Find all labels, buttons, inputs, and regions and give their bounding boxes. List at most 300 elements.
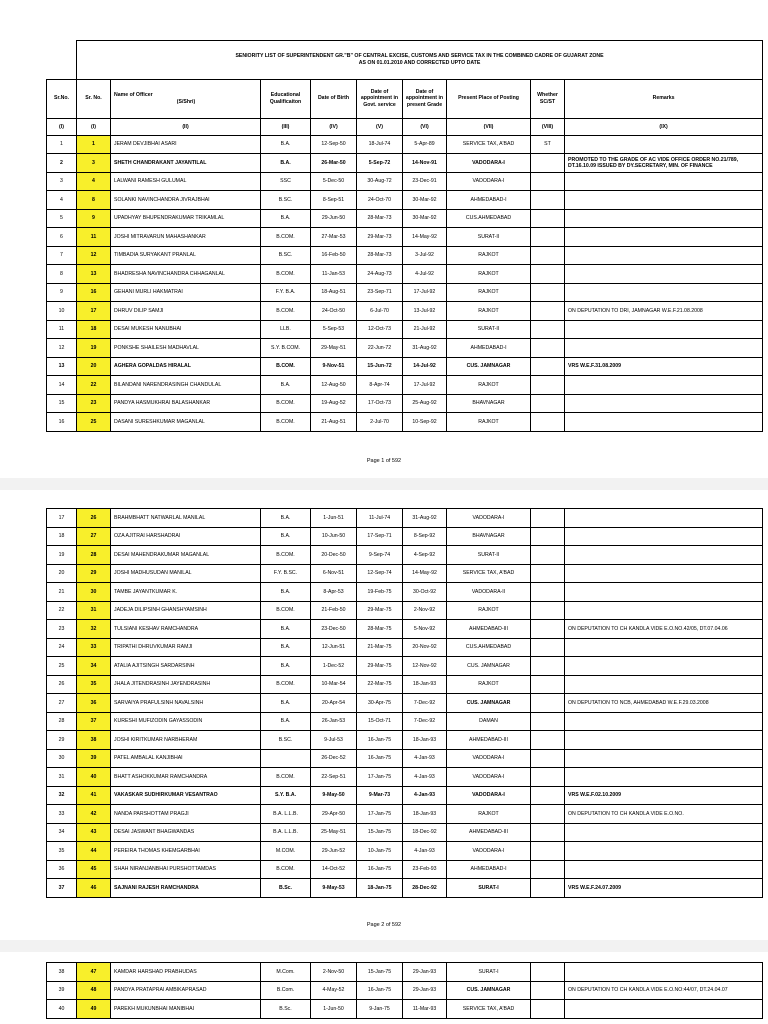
- date-appointment-govt: 10-Jan-75: [357, 842, 403, 861]
- posting: RAJKOT: [447, 805, 531, 824]
- date-of-birth: 26-Jan-53: [311, 712, 357, 731]
- date-appointment-grade: 28-Dec-92: [403, 879, 447, 898]
- date-appointment-grade: 21-Jul-92: [403, 320, 447, 339]
- date-appointment-grade: 5-Apr-89: [403, 135, 447, 154]
- date-appointment-grade: 4-Jan-93: [403, 842, 447, 861]
- date-of-birth: 29-Apr-50: [311, 805, 357, 824]
- sc-st: [531, 842, 565, 861]
- date-appointment-govt: 11-Jul-74: [357, 509, 403, 528]
- row-srno: 27: [47, 694, 77, 713]
- date-appointment-govt: 23-Sep-71: [357, 283, 403, 302]
- qualification: B.A. L.L.B.: [261, 805, 311, 824]
- table-row: [47, 564, 763, 583]
- remarks: [565, 638, 763, 657]
- officer-name: JHALA JITENDRASINH JAYENDRASINH: [111, 675, 261, 694]
- date-appointment-grade: 18-Dec-92: [403, 823, 447, 842]
- date-appointment-govt: 24-Aug-73: [357, 265, 403, 284]
- row-srno: 5: [47, 209, 77, 228]
- date-of-birth: 9-Jul-53: [311, 731, 357, 750]
- date-appointment-grade: 14-Jul-92: [403, 357, 447, 376]
- table-row: [47, 546, 763, 565]
- remarks: ON DEPUTATION TO CH KANDLA VIDE E.O.NO.: [565, 805, 763, 824]
- posting: CUS. JAMNAGAR: [447, 981, 531, 1000]
- remarks: [565, 209, 763, 228]
- date-appointment-grade: 31-Aug-92: [403, 339, 447, 358]
- qualification: B.A.: [261, 209, 311, 228]
- posting: VADODARA-I: [447, 842, 531, 861]
- sc-st: [531, 564, 565, 583]
- remarks: [565, 823, 763, 842]
- table-row: [47, 209, 763, 228]
- header-srno: Sr.No.: [47, 79, 77, 118]
- posting: AHMEDABAD-I: [447, 860, 531, 879]
- sc-st: [531, 394, 565, 413]
- posting: CUS.AHMEDABAD: [447, 209, 531, 228]
- row-srno: 17: [47, 509, 77, 528]
- date-appointment-govt: 21-Mar-75: [357, 638, 403, 657]
- date-appointment-grade: 14-May-92: [403, 228, 447, 247]
- date-of-birth: 22-Sep-51: [311, 768, 357, 787]
- row-srno: 10: [47, 302, 77, 321]
- sc-st: [531, 879, 565, 898]
- seniority-table-page-3: [46, 962, 763, 1019]
- date-of-birth: 1-Jun-51: [311, 509, 357, 528]
- sc-st: [531, 860, 565, 879]
- qualification: B.A.: [261, 527, 311, 546]
- date-appointment-grade: 4-Jul-92: [403, 265, 447, 284]
- date-appointment-grade: 17-Jul-92: [403, 376, 447, 395]
- remarks: [565, 246, 763, 265]
- posting: VADODARA-II: [447, 583, 531, 602]
- posting: SERVICE TAX, A'BAD: [447, 564, 531, 583]
- sc-st: [531, 749, 565, 768]
- table-row: [47, 583, 763, 602]
- row-sr-no: 34: [77, 657, 111, 676]
- officer-name: JOSHI MITRAVARUN MAHASHANKAR: [111, 228, 261, 247]
- qualification: B.COM.: [261, 860, 311, 879]
- date-appointment-govt: 28-Mar-73: [357, 209, 403, 228]
- row-sr-no: 37: [77, 712, 111, 731]
- header-qualification: Educational Qualificaiton: [261, 79, 311, 118]
- officer-name: DASANI SURESHKUMAR MAGANLAL: [111, 413, 261, 432]
- row-srno: 33: [47, 805, 77, 824]
- row-sr-no: 44: [77, 842, 111, 861]
- seniority-table-page-1: [46, 40, 763, 432]
- date-of-birth: 5-Sep-53: [311, 320, 357, 339]
- officer-name: PATEL AMBALAL KANJIBHAI: [111, 749, 261, 768]
- qualification: M.Com.: [261, 963, 311, 982]
- posting: AHMEDABAD-III: [447, 620, 531, 639]
- table-row: [47, 805, 763, 824]
- qualification: B.COM.: [261, 413, 311, 432]
- posting: RAJKOT: [447, 413, 531, 432]
- qualification: S.Y. B.A.: [261, 786, 311, 805]
- posting: AHMEDABAD-I: [447, 339, 531, 358]
- row-sr-no: 32: [77, 620, 111, 639]
- officer-name: PANDYA HASMUKHRAI BALASHANKAR: [111, 394, 261, 413]
- table-row: [47, 320, 763, 339]
- remarks: [565, 768, 763, 787]
- date-appointment-govt: 18-Jul-74: [357, 135, 403, 154]
- header-dob: Date of Birth: [311, 79, 357, 118]
- date-appointment-grade: 7-Dec-92: [403, 712, 447, 731]
- date-of-birth: 29-Jun-52: [311, 842, 357, 861]
- date-appointment-govt: 16-Jan-75: [357, 749, 403, 768]
- table-row: [47, 768, 763, 787]
- date-appointment-grade: 18-Jan-93: [403, 805, 447, 824]
- header-scst: Whether SC/ST: [531, 79, 565, 118]
- remarks: [565, 228, 763, 247]
- officer-name: KURESHI MUFIZODIN GAYASSODIN: [111, 712, 261, 731]
- row-sr-no: 43: [77, 823, 111, 842]
- row-sr-no: 46: [77, 879, 111, 898]
- qualification: B.A.: [261, 638, 311, 657]
- officer-name: LALWANI RAMESH GULUMAL: [111, 172, 261, 191]
- date-appointment-govt: 2-Jul-70: [357, 413, 403, 432]
- sc-st: [531, 638, 565, 657]
- qualification: B.A.: [261, 154, 311, 173]
- date-appointment-govt: 6-Jul-70: [357, 302, 403, 321]
- row-sr-no: 33: [77, 638, 111, 657]
- sc-st: [531, 357, 565, 376]
- table-row: [47, 527, 763, 546]
- posting: CUS. JAMNAGAR: [447, 357, 531, 376]
- sc-st: [531, 823, 565, 842]
- posting: SURAT-II: [447, 228, 531, 247]
- sc-st: [531, 246, 565, 265]
- table-row: [47, 265, 763, 284]
- posting: SURAT-II: [447, 320, 531, 339]
- posting: RAJKOT: [447, 302, 531, 321]
- date-appointment-govt: 15-Jan-75: [357, 963, 403, 982]
- table-row: [47, 394, 763, 413]
- qualification: B.A. L.L.B.: [261, 823, 311, 842]
- col-num: (VI): [403, 118, 447, 135]
- posting: AHMEDABAD-III: [447, 823, 531, 842]
- row-sr-no: 11: [77, 228, 111, 247]
- table-row: [47, 357, 763, 376]
- remarks: [565, 583, 763, 602]
- table-row: [47, 749, 763, 768]
- qualification: B.A.: [261, 620, 311, 639]
- document-title: [77, 41, 763, 80]
- remarks: [565, 546, 763, 565]
- remarks: [565, 283, 763, 302]
- qualification: B.SC.: [261, 731, 311, 750]
- qualification: B.A.: [261, 583, 311, 602]
- officer-name: UPADHYAY BHUPENDRAKUMAR TRIKAMLAL: [111, 209, 261, 228]
- table-row: [47, 694, 763, 713]
- qualification: F.Y. B.SC.: [261, 564, 311, 583]
- row-sr-no: 40: [77, 768, 111, 787]
- posting: VADODARA-I: [447, 509, 531, 528]
- date-appointment-grade: 4-Jan-93: [403, 786, 447, 805]
- remarks: [565, 413, 763, 432]
- table-row: [47, 413, 763, 432]
- sc-st: [531, 601, 565, 620]
- row-srno: 36: [47, 860, 77, 879]
- posting: DAMAN: [447, 712, 531, 731]
- sc-st: [531, 712, 565, 731]
- posting: VADODARA-I: [447, 786, 531, 805]
- posting: SURAT-I: [447, 879, 531, 898]
- table-row: [47, 712, 763, 731]
- page-footer: Page 2 of 592: [366, 922, 402, 928]
- date-appointment-govt: 29-Mar-75: [357, 657, 403, 676]
- date-appointment-govt: 29-Mar-75: [357, 601, 403, 620]
- remarks: [565, 842, 763, 861]
- row-srno: 19: [47, 546, 77, 565]
- table-row: [47, 981, 763, 1000]
- sc-st: [531, 302, 565, 321]
- table-row: [47, 620, 763, 639]
- row-sr-no: 28: [77, 546, 111, 565]
- row-sr-no: 20: [77, 357, 111, 376]
- remarks: [565, 265, 763, 284]
- date-of-birth: 8-Apr-53: [311, 583, 357, 602]
- date-of-birth: 11-Jan-53: [311, 265, 357, 284]
- qualification: B.Sc.: [261, 1000, 311, 1019]
- row-sr-no: 25: [77, 413, 111, 432]
- date-of-birth: 24-Oct-50: [311, 302, 357, 321]
- sc-st: [531, 620, 565, 639]
- col-num: (IX): [565, 118, 763, 135]
- row-sr-no: 47: [77, 963, 111, 982]
- date-appointment-grade: 4-Jan-93: [403, 768, 447, 787]
- date-appointment-grade: 14-Nov-91: [403, 154, 447, 173]
- posting: CUS. JAMNAGAR: [447, 657, 531, 676]
- row-srno: 14: [47, 376, 77, 395]
- row-sr-no: 8: [77, 191, 111, 210]
- row-srno: 23: [47, 620, 77, 639]
- qualification: B.COM.: [261, 357, 311, 376]
- date-appointment-govt: 29-Mar-73: [357, 228, 403, 247]
- date-of-birth: 12-Aug-50: [311, 376, 357, 395]
- date-of-birth: 20-Apr-54: [311, 694, 357, 713]
- date-appointment-grade: 25-Aug-92: [403, 394, 447, 413]
- date-appointment-grade: 14-May-92: [403, 564, 447, 583]
- date-appointment-grade: 7-Dec-92: [403, 694, 447, 713]
- remarks: [565, 1000, 763, 1019]
- date-of-birth: 1-Dec-52: [311, 657, 357, 676]
- remarks: [565, 731, 763, 750]
- row-srno: 4: [47, 191, 77, 210]
- column-numbers-row: [47, 118, 763, 135]
- remarks: [565, 172, 763, 191]
- posting: RAJKOT: [447, 283, 531, 302]
- posting: RAJKOT: [447, 265, 531, 284]
- qualification: LLB.: [261, 320, 311, 339]
- header-name-label: Name of Officer: [114, 92, 153, 98]
- date-of-birth: 5-Dec-50: [311, 172, 357, 191]
- sc-st: [531, 583, 565, 602]
- table-row: [47, 135, 763, 154]
- row-sr-no: 39: [77, 749, 111, 768]
- officer-name: TAMBE JAYANTKUMAR K.: [111, 583, 261, 602]
- row-sr-no: 31: [77, 601, 111, 620]
- qualification: B.COM.: [261, 228, 311, 247]
- qualification: B.COM.: [261, 302, 311, 321]
- officer-name: PANDYA PRATAPRAI AMBIKAPRASAD: [111, 981, 261, 1000]
- qualification: B.SC.: [261, 191, 311, 210]
- remarks: [565, 135, 763, 154]
- date-appointment-govt: 17-Jan-75: [357, 805, 403, 824]
- date-of-birth: 21-Aug-51: [311, 413, 357, 432]
- row-srno: 40: [47, 1000, 77, 1019]
- sc-st: [531, 376, 565, 395]
- date-of-birth: 9-May-53: [311, 879, 357, 898]
- date-appointment-govt: 16-Jan-75: [357, 860, 403, 879]
- date-of-birth: 20-Dec-50: [311, 546, 357, 565]
- header-name-sub: (S/Shri): [176, 98, 196, 105]
- date-appointment-grade: 29-Jan-93: [403, 963, 447, 982]
- date-of-birth: 9-Nov-51: [311, 357, 357, 376]
- page-3: [0, 952, 768, 1024]
- date-appointment-grade: 20-Nov-92: [403, 638, 447, 657]
- date-of-birth: 27-Mar-53: [311, 228, 357, 247]
- row-srno: 29: [47, 731, 77, 750]
- posting: CUS. JAMNAGAR: [447, 694, 531, 713]
- col-num: (I): [47, 118, 77, 135]
- table-row: [47, 823, 763, 842]
- row-srno: 20: [47, 564, 77, 583]
- qualification: B.COM.: [261, 394, 311, 413]
- row-sr-no: 12: [77, 246, 111, 265]
- row-sr-no: 3: [77, 154, 111, 173]
- sc-st: [531, 209, 565, 228]
- qualification: B.A.: [261, 509, 311, 528]
- qualification: F.Y. B.A.: [261, 283, 311, 302]
- row-sr-no: 26: [77, 509, 111, 528]
- title-line-1: SENIORITY LIST OF SUPERINTENDENT GR."B" OF CENTRAL EXCISE, CUSTOMS AND SERVICE TAX IN THE COMBINED CADRE OF GUJARAT ZONE: [235, 52, 604, 59]
- table-row: [47, 731, 763, 750]
- remarks: [565, 601, 763, 620]
- row-sr-no: 18: [77, 320, 111, 339]
- posting: VADODARA-I: [447, 172, 531, 191]
- table-row: [47, 879, 763, 898]
- sc-st: [531, 228, 565, 247]
- date-appointment-grade: 5-Nov-92: [403, 620, 447, 639]
- date-appointment-grade: 10-Sep-92: [403, 413, 447, 432]
- row-sr-no: 42: [77, 805, 111, 824]
- posting: RAJKOT: [447, 601, 531, 620]
- col-num: (IV): [311, 118, 357, 135]
- date-of-birth: 12-Sep-50: [311, 135, 357, 154]
- date-of-birth: 26-Dec-52: [311, 749, 357, 768]
- date-appointment-govt: 22-Mar-75: [357, 675, 403, 694]
- header-doa-govt: Date of appointment in Govt. service: [357, 79, 403, 118]
- date-of-birth: 16-Feb-50: [311, 246, 357, 265]
- remarks: VRS W.E.F.31.08.2009: [565, 357, 763, 376]
- officer-name: TULSIANI KESHAV RAMCHANDRA: [111, 620, 261, 639]
- row-sr-no: 48: [77, 981, 111, 1000]
- table-row: [47, 657, 763, 676]
- date-appointment-govt: 16-Jan-75: [357, 731, 403, 750]
- row-srno: 11: [47, 320, 77, 339]
- row-sr-no: 16: [77, 283, 111, 302]
- remarks: ON DEPUTATION TO NCB, AHMEDABAD W.E.F.29.03.2008: [565, 694, 763, 713]
- officer-name: OZA AJITRAI HARSHADRAI: [111, 527, 261, 546]
- table-row: [47, 860, 763, 879]
- date-of-birth: 26-Mar-50: [311, 154, 357, 173]
- table-row: [47, 154, 763, 173]
- row-srno: 31: [47, 768, 77, 787]
- table-row: [47, 963, 763, 982]
- sc-st: [531, 675, 565, 694]
- row-srno: 16: [47, 413, 77, 432]
- date-appointment-grade: 2-Nov-92: [403, 601, 447, 620]
- posting: VADODARA-I: [447, 768, 531, 787]
- qualification: B.Com.: [261, 981, 311, 1000]
- qualification: S.Y. B.COM.: [261, 339, 311, 358]
- table-row: [47, 283, 763, 302]
- table-row: [47, 675, 763, 694]
- date-appointment-grade: 18-Jan-93: [403, 675, 447, 694]
- date-appointment-govt: 9-Mar-73: [357, 786, 403, 805]
- date-appointment-govt: 17-Jan-75: [357, 768, 403, 787]
- officer-name: SHETH CHANDRAKANT JAYANTILAL: [111, 154, 261, 173]
- officer-name: TIMBADIA SURYAKANT PRANLAL: [111, 246, 261, 265]
- header-row: [47, 79, 763, 118]
- sc-st: [531, 981, 565, 1000]
- row-srno: 30: [47, 749, 77, 768]
- officer-name: JADEJA DILIPSINH GHANSHYAMSINH: [111, 601, 261, 620]
- posting: AHMEDABAD-I: [447, 191, 531, 210]
- row-sr-no: 36: [77, 694, 111, 713]
- officer-name: PONKSHE SHAILESH MADHAVLAL: [111, 339, 261, 358]
- qualification: B.COM.: [261, 265, 311, 284]
- officer-name: PEREIRA THOMAS KHEMGARBHAI: [111, 842, 261, 861]
- row-srno: 6: [47, 228, 77, 247]
- date-appointment-grade: 3-Jul-92: [403, 246, 447, 265]
- remarks: [565, 320, 763, 339]
- header-posting: Present Place of Posting: [447, 79, 531, 118]
- officer-name: BILANDANI NARENDRASINGH CHANDULAL: [111, 376, 261, 395]
- date-appointment-grade: 4-Sep-92: [403, 546, 447, 565]
- remarks: [565, 376, 763, 395]
- sc-st: [531, 265, 565, 284]
- table-row: [47, 509, 763, 528]
- posting: VADODARA-I: [447, 749, 531, 768]
- sc-st: [531, 320, 565, 339]
- table-row: [47, 302, 763, 321]
- date-of-birth: 4-May-52: [311, 981, 357, 1000]
- remarks: [565, 527, 763, 546]
- officer-name: JOSHI MADHUSUDAN MANILAL: [111, 564, 261, 583]
- officer-name: DESAI MAHENDRAKUMAR MAGANLAL: [111, 546, 261, 565]
- posting: BHAVNAGAR: [447, 527, 531, 546]
- officer-name: SARVAIYA PRAFULSINH NAVALSINH: [111, 694, 261, 713]
- row-sr-no: 17: [77, 302, 111, 321]
- posting: RAJKOT: [447, 376, 531, 395]
- date-appointment-govt: 19-Feb-75: [357, 583, 403, 602]
- row-srno: 21: [47, 583, 77, 602]
- date-appointment-grade: 30-Oct-92: [403, 583, 447, 602]
- posting: CUS.AHMEDABAD: [447, 638, 531, 657]
- date-appointment-grade: 30-Mar-92: [403, 209, 447, 228]
- date-of-birth: 8-Sep-51: [311, 191, 357, 210]
- col-num: (III): [261, 118, 311, 135]
- date-appointment-grade: 18-Jan-93: [403, 731, 447, 750]
- header-name: [111, 79, 261, 118]
- date-appointment-govt: 9-Jan-75: [357, 1000, 403, 1019]
- row-srno: 8: [47, 265, 77, 284]
- date-appointment-govt: 12-Sep-74: [357, 564, 403, 583]
- sc-st: [531, 786, 565, 805]
- officer-name: BHADRESHA NAVINCHANDRA CHHAGANLAL: [111, 265, 261, 284]
- remarks: PROMOTED TO THE GRADE OF AC VIDE OFFICE ORDER NO.21/789, DT.16.10.09 ISSUED BY DY.SECRETARY, MIN. OF FINANCE: [565, 154, 763, 173]
- seniority-table-page-2: [46, 508, 763, 898]
